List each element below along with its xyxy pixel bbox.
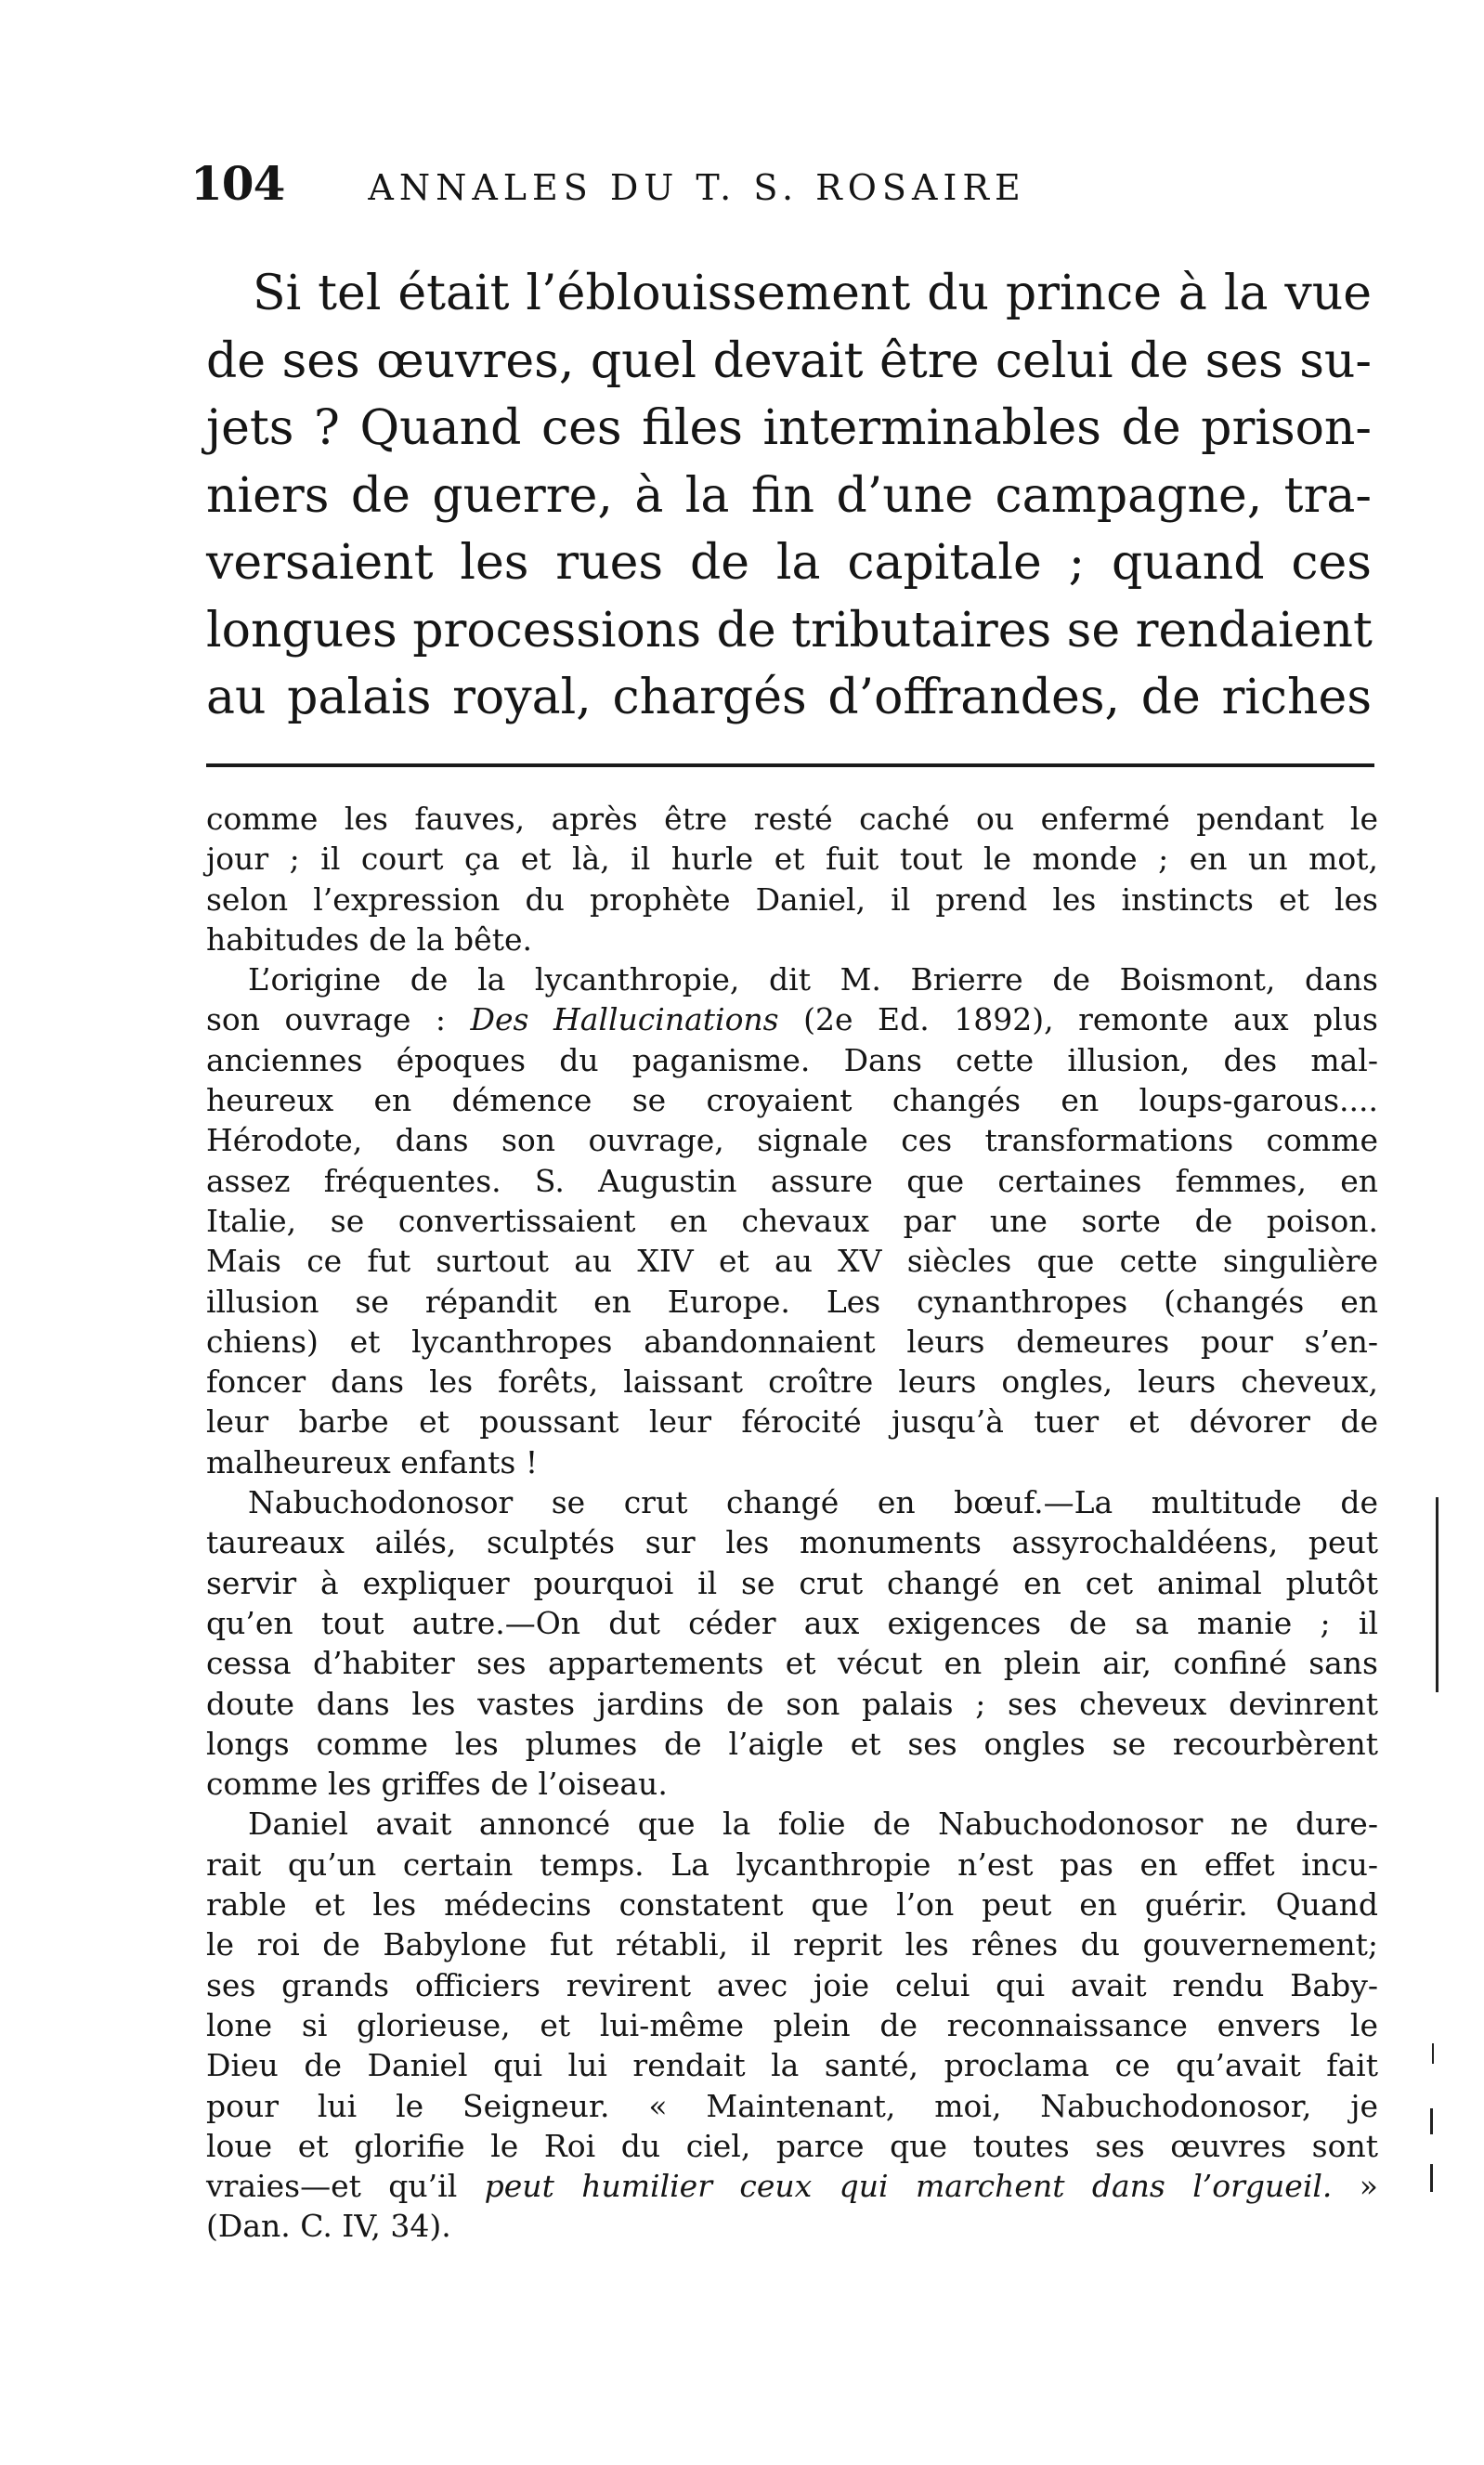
note-line: (Dan. C. IV, 34). — [206, 2208, 451, 2245]
running-title: ANNALES DU T. S. ROSAIRE — [368, 167, 1026, 208]
main-paragraph — [206, 260, 1372, 732]
note-line: longs comme les plumes de l’aigle et ses ongles se recourbèrent — [206, 1725, 1378, 1762]
note-line: Nabuchodonosor se crut changé en bœuf.—La multitude de — [248, 1484, 1378, 1521]
note-paragraph-4 — [206, 1804, 1378, 2246]
note-line: comme les fauves, après être resté caché ou enfermé pendant le — [206, 801, 1378, 837]
page-number: 104 — [190, 156, 285, 211]
note-paragraph-1 — [206, 799, 1378, 959]
margin-mark — [1436, 1497, 1438, 1692]
note-line: anciennes époques du paganisme. Dans cette illusion, des mal- — [206, 1041, 1378, 1078]
note-line: comme les griffes de l’oiseau. — [206, 1766, 668, 1803]
note-line: chiens) et lycanthropes abandonnaient leurs demeures pour s’en- — [206, 1323, 1378, 1360]
body-line: jets ? Quand ces files interminables de prison- — [206, 400, 1372, 456]
note-line: loue et glorifie le Roi du ciel, parce que toutes ses œuvres sont — [206, 2127, 1378, 2164]
note-line: son ouvrage : Des Hallucinations (2e Ed. 1892), remonte aux plus — [206, 1001, 1378, 1038]
note-line: doute dans les vastes jardins de son palais ; ses cheveux devinrent — [206, 1685, 1378, 1722]
note-line: pour lui le Seigneur. « Maintenant, moi, Nabuchodonosor, je — [206, 2087, 1378, 2124]
body-line: Si tel était l’éblouissement du prince à la vue — [253, 266, 1372, 321]
note-line: foncer dans les forêts, laissant croître leurs ongles, leurs cheveux, — [206, 1363, 1378, 1401]
footnotes — [206, 799, 1378, 2247]
note-line: rable et les médecins constatent que l’on peut en guérir. Quand — [206, 1886, 1378, 1924]
note-line: Daniel avait annoncé que la folie de Nabuchodonosor ne dure- — [248, 1806, 1378, 1843]
body-line: versaient les rues de la capitale ; quand ces — [206, 535, 1372, 591]
note-line: L’origine de la lycanthropie, dit M. Brierre de Boismont, dans — [248, 961, 1378, 998]
note-line: Italie, se convertissaient en chevaux par une sorte de poison. — [206, 1202, 1378, 1239]
note-line: taureaux ailés, sculptés sur les monuments assyrochaldéens, peut — [206, 1524, 1378, 1561]
note-line: lone si glorieuse, et lui-même plein de reconnaissance envers le — [206, 2006, 1378, 2043]
margin-mark — [1432, 2043, 1434, 2064]
note-line: selon l’expression du prophète Daniel, il prend les instincts et les — [206, 880, 1378, 918]
note-line: illusion se répandit en Europe. Les cynanthropes (changés en — [206, 1283, 1378, 1320]
footnote-divider — [206, 763, 1374, 767]
note-paragraph-2 — [206, 959, 1378, 1482]
margin-mark — [1430, 2108, 1433, 2134]
note-line: Hérodote, dans son ouvrage, signale ces transformations comme — [206, 1122, 1378, 1159]
note-paragraph-3 — [206, 1482, 1378, 1804]
note-line: assez fréquentes. S. Augustin assure que certaines femmes, en — [206, 1162, 1378, 1199]
note-line: heureux en démence se croyaient changés en loups-garous.... — [206, 1082, 1378, 1119]
margin-mark — [1430, 2164, 1433, 2192]
note-line: ses grands officiers revirent avec joie celui qui avait rendu Baby- — [206, 1966, 1378, 2003]
note-line: Dieu de Daniel qui lui rendait la santé, proclama ce qu’avait fait — [206, 2047, 1378, 2084]
note-line: le roi de Babylone fut rétabli, il reprit les rênes du gouvernement; — [206, 1926, 1378, 1963]
body-line: de ses œuvres, quel devait être celui de ses su- — [206, 333, 1372, 389]
body-line: niers de guerre, à la fin d’une campagne, tra- — [206, 467, 1372, 524]
note-line: rait qu’un certain temps. La lycanthropie n’est pas en effet incu- — [206, 1845, 1378, 1883]
note-line: habitudes de la bête. — [206, 920, 532, 958]
italic-phrase: peut humilier ceux qui marchent dans l’orgueil. — [484, 2168, 1333, 2205]
note-line: malheureux enfants ! — [206, 1443, 539, 1480]
note-line: vraies—et qu’il peut humilier ceux qui marchent dans l’orgueil. » — [206, 2168, 1378, 2205]
body-line: longues processions de tributaires se rendaient — [206, 602, 1373, 659]
italic-phrase: Des Hallucinations — [470, 1001, 779, 1038]
note-line: leur barbe et poussant leur férocité jusqu’à tuer et dévorer de — [206, 1403, 1378, 1441]
note-line: jour ; il court ça et là, il hurle et fuit tout le monde ; en un mot, — [206, 841, 1378, 878]
note-line: servir à expliquer pourquoi il se crut changé en cet animal plutôt — [206, 1564, 1378, 1601]
note-line: cessa d’habiter ses appartements et vécut en plein air, confiné sans — [206, 1645, 1378, 1682]
page-header — [190, 156, 1379, 221]
note-line: Mais ce fut surtout au XIV et au XV siècles que cette singulière — [206, 1243, 1378, 1280]
note-line: qu’en tout autre.—On dut céder aux exigences de sa manie ; il — [206, 1604, 1378, 1641]
body-line: au palais royal, chargés d’offrandes, de riches — [206, 670, 1372, 725]
